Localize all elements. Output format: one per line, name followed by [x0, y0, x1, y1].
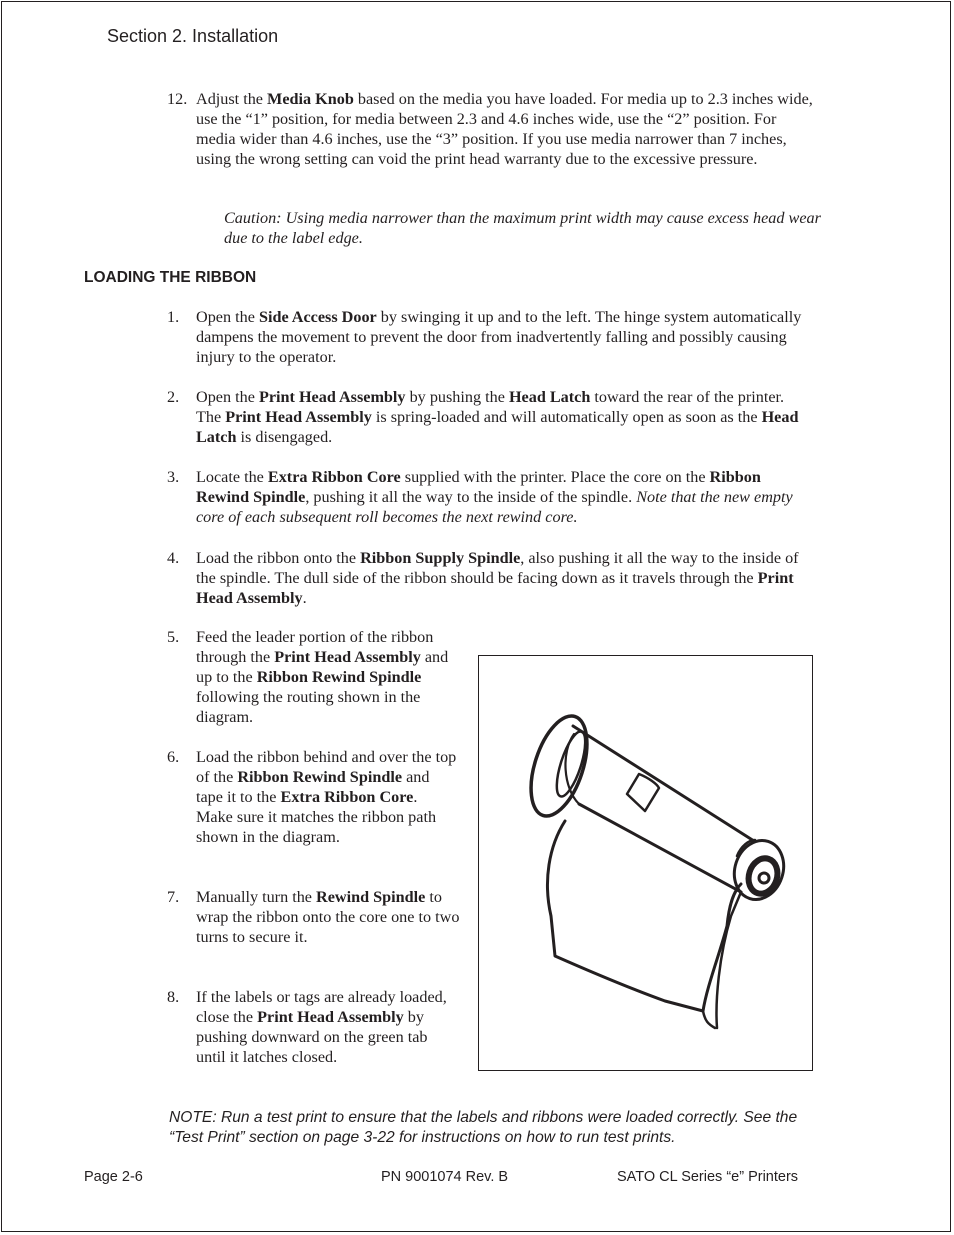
- core-hole: [759, 873, 769, 883]
- text-run: Open the: [196, 388, 259, 406]
- step-number: 1.: [167, 308, 180, 326]
- footer-page: Page 2-6: [84, 1169, 143, 1185]
- text-run: is spring-loaded and will automatically open as soon as the: [371, 408, 762, 427]
- text-run: , also pushing it all the way to the inside of the spindle. The dull side of the ribbon should be facing down as it travels through the: [196, 549, 799, 588]
- step-4: [167, 548, 818, 608]
- bold-term: Head Latch: [508, 388, 591, 406]
- step-5: [167, 627, 458, 727]
- bold-term: Print Head Assembly: [257, 1008, 404, 1027]
- bold-term: Side Access Door: [258, 308, 377, 326]
- step-text: [196, 467, 808, 527]
- step-text: [196, 987, 458, 1067]
- text-run: , pushing it all the way to the inside of the spindle.: [305, 488, 637, 507]
- step-6: [167, 747, 458, 847]
- text-run: . Make sure it matches the ribbon path shown in the diagram.: [196, 788, 437, 847]
- step-text: [196, 307, 816, 367]
- italic-note: Note that the new empty core of each subsequent roll becomes the next rewind core.: [196, 488, 793, 527]
- text-run: toward the rear of the printer. The: [196, 388, 785, 427]
- text-run: .: [302, 589, 307, 608]
- bold-term: Ribbon Supply Spindle: [360, 549, 521, 567]
- bold-term: Ribbon Rewind Spindle: [196, 468, 761, 507]
- text-run: Load the ribbon behind and over the top of the: [196, 748, 457, 787]
- bold-term: Print Head Assembly: [274, 648, 421, 667]
- step-text: [196, 887, 462, 947]
- section-header: Section 2. Installation: [107, 26, 279, 46]
- step-number: 5.: [167, 628, 180, 646]
- text-run: and up to the: [196, 648, 449, 687]
- text-run: to wrap the ribbon onto the core one to two turns to secure it.: [196, 888, 460, 947]
- bold-term: Print Head Assembly: [225, 408, 372, 427]
- step-text: [196, 548, 818, 608]
- section-heading: LOADING THE RIBBON: [84, 269, 257, 286]
- text-run: Adjust the: [196, 90, 268, 108]
- text-run: based on the media you have loaded. For media up to 2.3 inches wide, use the “1” position, for media between 2.3 and 4.6 inches wide, use the “2” position. For media wider than 4.6 inches, use the “3” position. If you use media narrower than 7 inches, using the wrong setting can void the print head warranty due to the excessive pressure.: [196, 90, 813, 169]
- step-number: 3.: [167, 468, 180, 486]
- text-run: Feed the leader portion of the ribbon through the: [196, 628, 434, 667]
- step-number: 8.: [167, 988, 180, 1006]
- step-1: [167, 307, 816, 367]
- text-run: Locate the: [196, 468, 268, 486]
- text-run: Manually turn the: [196, 888, 317, 906]
- text-run: Load the ribbon onto the: [196, 549, 361, 567]
- step-number: 12.: [167, 90, 188, 108]
- ribbon-spindle-illustration: [479, 656, 811, 1069]
- text-run: Open the: [196, 308, 259, 326]
- text-run: by pushing downward on the green tab until it latches closed.: [196, 1008, 428, 1067]
- text-run: following the routing shown in the diagram.: [196, 688, 421, 727]
- ribbon-roll: [573, 726, 754, 841]
- bold-term: Rewind Spindle: [316, 888, 426, 906]
- step-text: [196, 627, 458, 727]
- step-text: [196, 387, 808, 447]
- step-number: 7.: [167, 888, 180, 906]
- note-text: NOTE: Run a test print to ensure that the labels and ribbons were loaded correctly. See the “Test Print” section on page 3-22 for instructions on how to run test prints.: [169, 1109, 798, 1146]
- footer-product: SATO CL Series “e” Printers: [617, 1169, 799, 1185]
- step-7: [167, 887, 462, 947]
- text-run: by pushing the: [405, 388, 509, 406]
- text-run: supplied with the printer. Place the core on the: [400, 468, 710, 486]
- tape-tab: [627, 774, 659, 811]
- ribbon-spindle-figure: [478, 655, 813, 1071]
- text-run: If the labels or tags are already loaded, close the: [196, 988, 447, 1027]
- step-text: [196, 89, 816, 169]
- step-12: [167, 89, 816, 169]
- step-number: 6.: [167, 748, 180, 766]
- bold-term: Extra Ribbon Core: [280, 788, 414, 807]
- bold-term: Extra Ribbon Core: [267, 468, 401, 486]
- footer-part-number: PN 9001074 Rev. B: [381, 1169, 509, 1185]
- bold-term: Media Knob: [267, 90, 354, 108]
- text-run: is disengaged.: [236, 428, 333, 447]
- step-8: [167, 987, 458, 1067]
- bold-term: Print Head Assembly: [196, 569, 794, 608]
- text-run: and tape it to the: [196, 768, 430, 807]
- bold-term: Head Latch: [196, 408, 799, 447]
- text-run: by swinging it up and to the left. The hinge system automatically dampens the movement to prevent the door from inadvertently falling and possibly causing injury to the operator.: [196, 308, 802, 367]
- step-text: [196, 747, 458, 847]
- bold-term: Print Head Assembly: [258, 388, 406, 406]
- step-number: 4.: [167, 549, 180, 567]
- bold-term: Ribbon Rewind Spindle: [256, 668, 422, 687]
- step-number: 2.: [167, 388, 180, 406]
- step-2: [167, 387, 808, 447]
- step-3: [167, 467, 808, 527]
- caution-text: Caution: Using media narrower than the maximum print width may cause excess head wear due to the label edge.: [224, 209, 821, 248]
- ribbon-sheet: [547, 821, 741, 1011]
- bold-term: Ribbon Rewind Spindle: [237, 768, 403, 787]
